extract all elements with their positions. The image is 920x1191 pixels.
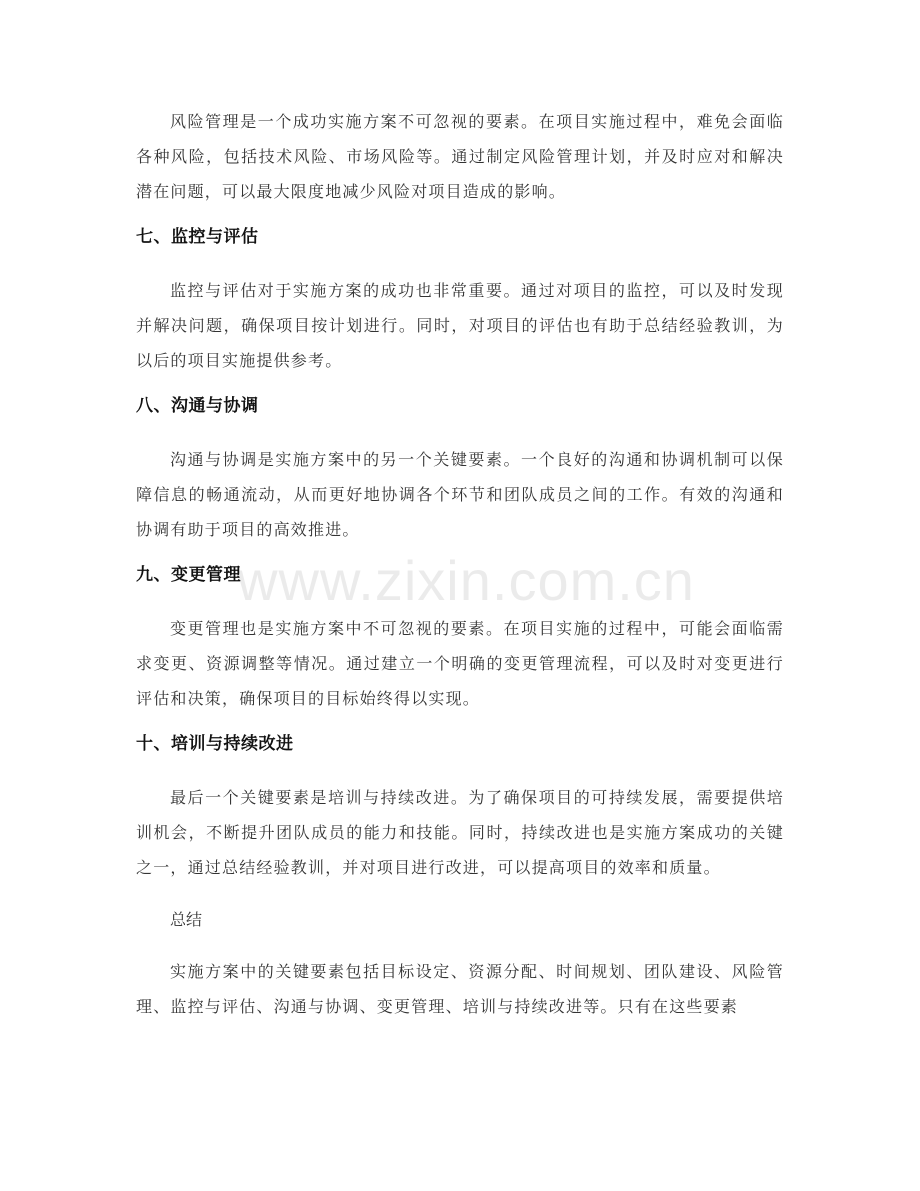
section-summary xyxy=(136,954,784,1024)
section-summary-label xyxy=(136,902,784,937)
paragraph-training-improvement: 最后一个关键要素是培训与持续改进。为了确保项目的可持续发展，需要提供培训机会，不断提升团队成员的能力和技能。同时，持续改进也是实施方案成功的关键之一，通过总结经验教训，并对项目进行改进，可以提高项目的效率和质量。 xyxy=(136,788,784,877)
watermark-text: www.zixin.com.cn xyxy=(237,549,695,612)
section-heading-change xyxy=(136,564,784,586)
paragraph-communication-coordination: 沟通与协调是实施方案中的另一个关键要素。一个良好的沟通和协调机制可以保障信息的畅通流动，从而更好地协调各个环节和团队成员之间的工作。有效的沟通和协调有助于项目的高效推进。 xyxy=(136,450,784,539)
section-risk-management xyxy=(136,104,784,209)
paragraph-monitoring-evaluation: 监控与评估对于实施方案的成功也非常重要。通过对项目的监控，可以及时发现并解决问题，确保项目按计划进行。同时，对项目的评估也有助于总结经验教训，为以后的项目实施提供参考。 xyxy=(136,281,784,370)
summary-label: 总结 xyxy=(170,910,203,929)
document-page xyxy=(136,104,784,1024)
section-change xyxy=(136,611,784,716)
section-heading-communication xyxy=(136,395,784,417)
paragraph-change-management: 变更管理也是实施方案中不可忽视的要素。在项目实施的过程中，可能会面临需求变更、资源调整等情况。通过建立一个明确的变更管理流程，可以及时对变更进行评估和决策，确保项目的目标始终得以实现。 xyxy=(136,619,784,708)
section-heading-training xyxy=(136,733,784,755)
heading-communication-coordination: 八、沟通与协调 xyxy=(136,396,259,416)
heading-training-improvement: 十、培训与持续改进 xyxy=(136,734,294,754)
section-training xyxy=(136,780,784,885)
heading-change-management: 九、变更管理 xyxy=(136,565,241,585)
section-communication xyxy=(136,442,784,547)
paragraph-summary: 实施方案中的关键要素包括目标设定、资源分配、时间规划、团队建设、风险管理、监控与评估、沟通与协调、变更管理、培训与持续改进等。只有在这些要素 xyxy=(136,962,784,1016)
paragraph-risk-management: 风险管理是一个成功实施方案不可忽视的要素。在项目实施过程中，难免会面临各种风险，包括技术风险、市场风险等。通过制定风险管理计划，并及时应对和解决潜在问题，可以最大限度地减少风险对项目造成的影响。 xyxy=(136,112,784,201)
section-heading-monitoring xyxy=(136,226,784,248)
section-monitoring xyxy=(136,273,784,378)
heading-monitoring-evaluation: 七、监控与评估 xyxy=(136,227,259,247)
